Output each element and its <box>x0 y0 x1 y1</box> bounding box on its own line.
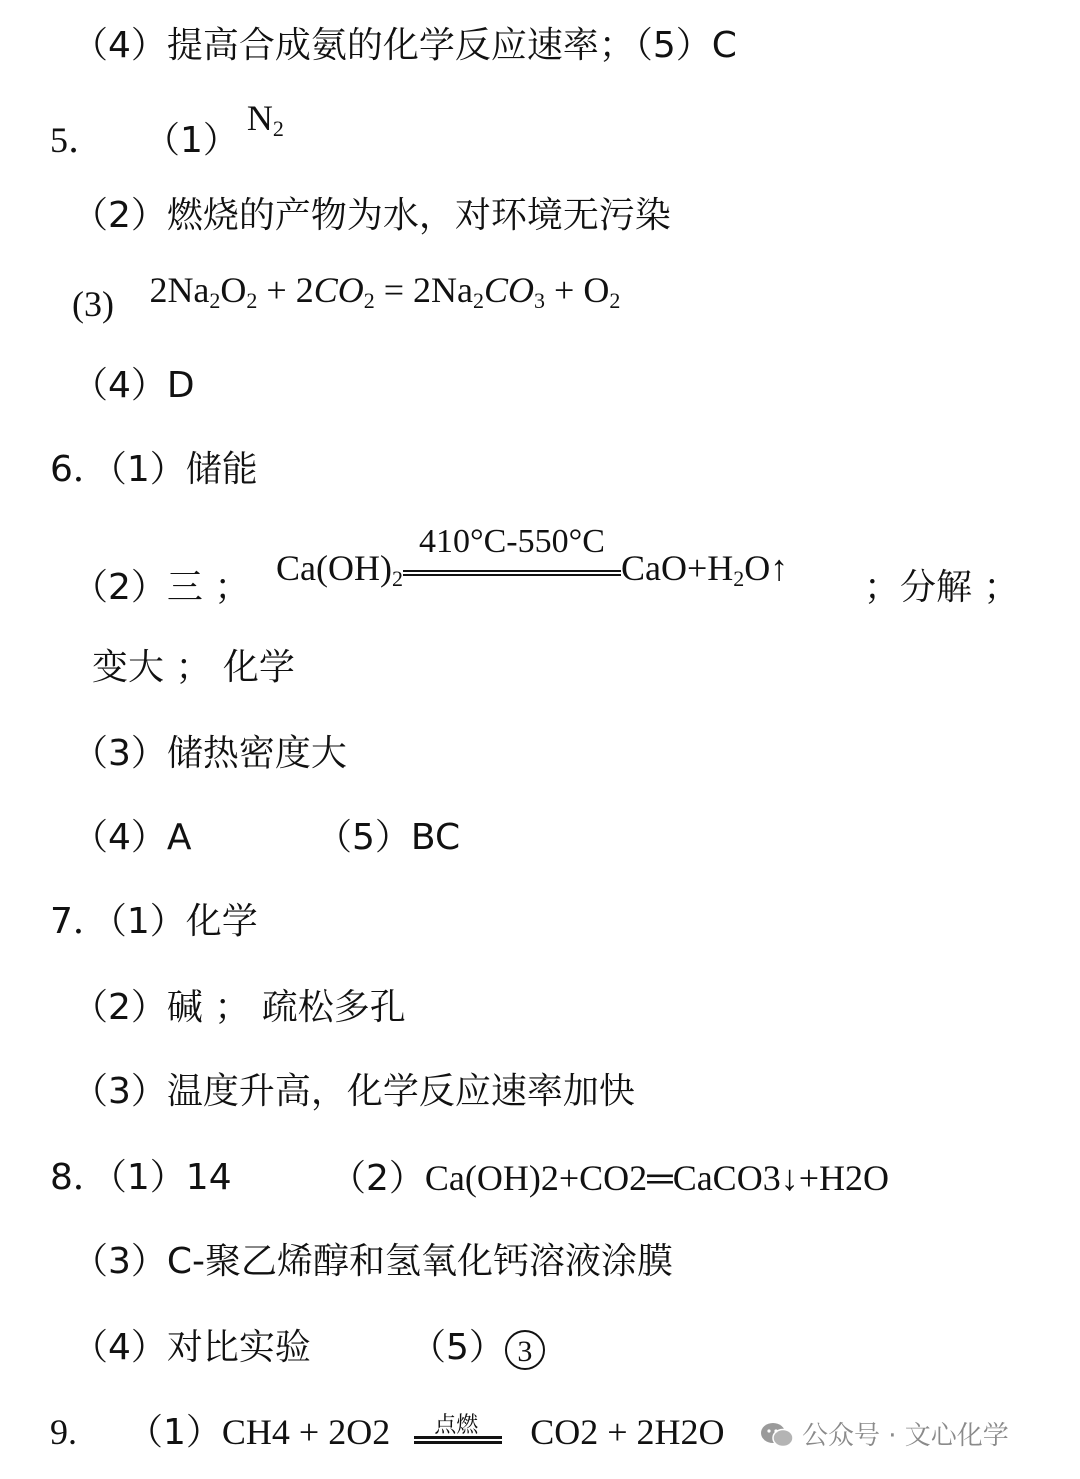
q4-text: （4）提高合成氨的化学反应速率；（5）C <box>72 25 737 66</box>
q6-part1-text: 6．（1）储能 <box>50 449 258 490</box>
q8-line-1: 8．（1）14 <box>50 1157 232 1198</box>
q5-part4-text: （4）D <box>72 365 195 406</box>
q6-line-1 <box>50 448 258 492</box>
q9-equation-right: CO2 + 2H2O <box>530 1412 725 1452</box>
q5-part1-label: （1） <box>144 120 239 161</box>
circled-number: 3 <box>505 1330 545 1370</box>
q7-line-3: （3）温度升高，化学反应速率加快 <box>72 1071 635 1112</box>
q6-line-5: （5）BC <box>316 817 461 858</box>
q5-line-2 <box>72 194 671 238</box>
q6-part2-label: （2）三 ； <box>72 567 251 608</box>
q6-decomposition-equation: $Ca(OH)_2$ 410°C-550°C $CaO+H_2O↑$ <box>276 523 789 591</box>
q6-line-3: （3）储热密度大 <box>72 733 347 774</box>
q5-line-3 <box>72 270 621 327</box>
q5-line-1 <box>50 98 284 163</box>
reaction-condition: 410°C-550°C <box>403 546 621 590</box>
q6-line-4: （4）A <box>72 817 192 858</box>
q8-line-5: （5） 3 <box>410 1326 545 1370</box>
q5-number: 5． <box>50 120 105 160</box>
q4-line-4-5 <box>72 24 737 68</box>
q9-line-1: 9. （1）CH4 + 2O2 点燃 CO2 + 2H2O <box>50 1412 725 1453</box>
q5-part3-equation: $2Na_2O_2 + 2CO_2 = 2Na_2CO_3 + O_2$ <box>149 270 621 313</box>
q6-part2-tail: ；分解 ； <box>864 567 1020 608</box>
q5-part3-label: (3) <box>72 284 114 324</box>
q5-part2-text: （2）燃烧的产物为水，对环境无污染 <box>72 195 671 236</box>
q8-line-3: （3）C-聚乙烯醇和氢氧化钙溶液涂膜 <box>72 1241 674 1282</box>
q5-part1-answer: $N_2$ <box>246 98 284 141</box>
ignition-condition: 点燃 <box>414 1410 506 1454</box>
q8-line-2: （2）Ca(OH)2+CO2═CaCO3↓+H2O <box>330 1158 889 1199</box>
q6-line-2 <box>72 566 250 610</box>
q7-line-1: 7．（1）化学 <box>50 901 258 942</box>
q7-line-2: （2）碱 ； 疏松多孔 <box>72 987 406 1028</box>
q8-line-4: （4）对比实验 <box>72 1327 311 1368</box>
q9-equation-left: CH4 + 2O2 <box>221 1412 391 1452</box>
wechat-icon <box>760 1421 794 1449</box>
q6-line-2-continued: 变大 ； 化学 <box>92 647 295 688</box>
q8-part2-equation: Ca(OH)2+CO2═CaCO3↓+H2O <box>424 1158 889 1198</box>
q5-line-4 <box>72 364 195 408</box>
wechat-watermark: 公众号 · 文心化学 <box>760 1414 1009 1458</box>
